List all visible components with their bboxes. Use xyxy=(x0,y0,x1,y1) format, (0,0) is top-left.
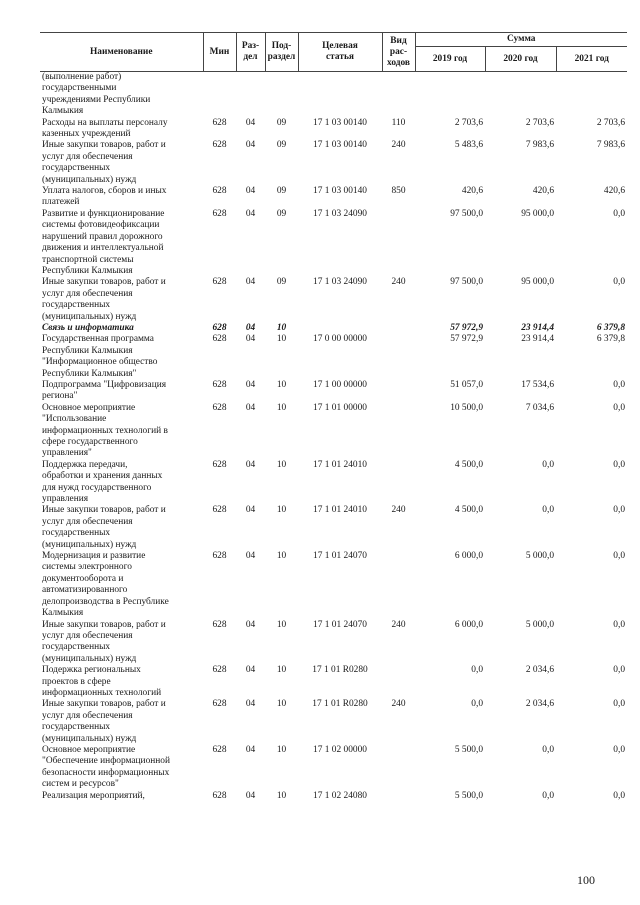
row-podrazdel: 09 xyxy=(276,186,287,197)
row-sum-2019: 57 972,9 xyxy=(450,334,483,345)
row-vid: 240 xyxy=(391,699,406,710)
row-vid xyxy=(382,791,415,802)
table-row xyxy=(40,118,627,141)
row-vid: 240 xyxy=(391,619,406,630)
row-name: Иные закупки товаров, работ и услуг для обеспечения государственных (муниципальных) нужд xyxy=(42,140,166,185)
row-podrazdel: 09 xyxy=(276,277,287,288)
row-vid: 240 xyxy=(391,140,406,151)
table-row xyxy=(40,72,627,118)
row-razdel: 04 xyxy=(245,379,256,390)
col-2021-header: 2021 год xyxy=(556,47,627,72)
row-sum-2020: 420,6 xyxy=(532,186,554,197)
table-row xyxy=(40,403,627,460)
row-sum-2020: 0,0 xyxy=(542,459,554,470)
row-sum-2019: 10 500,0 xyxy=(450,402,483,413)
row-min: 628 xyxy=(212,322,227,333)
row-sum-2019: 5 500,0 xyxy=(454,790,483,801)
row-name: Подержка региональных проектов в сфере информационных технологий xyxy=(42,665,162,698)
row-min: 628 xyxy=(212,277,227,288)
row-min: 628 xyxy=(212,744,227,755)
row-podrazdel: 10 xyxy=(276,402,287,413)
row-name: Основное мероприятие "Обеспечение информационной безопасности информационных систем и ресурсов" xyxy=(42,744,170,790)
row-target: 17 1 01 24070 xyxy=(313,551,367,562)
col-name-header: Наименование xyxy=(40,33,203,72)
row-min: 628 xyxy=(212,551,227,562)
row-vid xyxy=(382,460,415,506)
row-podrazdel: 10 xyxy=(276,699,287,710)
row-sum-2021: 420,6 xyxy=(603,186,626,197)
row-name: Развитие и функционирование системы фотовидеофиксации нарушений правил дорожного движения и интеллектуальной транспортной системы Республики Калмыкия xyxy=(42,208,165,276)
row-sum-2021: 0,0 xyxy=(613,505,626,516)
row-target: 17 1 01 R0280 xyxy=(312,665,368,676)
row-target: 17 1 03 24090 xyxy=(313,277,367,288)
row-sum-2021: 0,0 xyxy=(613,379,626,390)
row-sum-2020: 5 000,0 xyxy=(525,551,554,562)
row-razdel: 04 xyxy=(245,665,256,676)
col-min-header: Мин xyxy=(203,33,236,72)
row-target: 17 1 03 00140 xyxy=(313,186,367,197)
row-sum-2019: 97 500,0 xyxy=(450,208,483,219)
row-podrazdel: 10 xyxy=(276,379,287,390)
row-sum-2021: 0,0 xyxy=(613,208,626,219)
row-sum-2020: 2 034,6 xyxy=(525,665,554,676)
row-name: Связь и информатика xyxy=(42,322,134,333)
row-razdel: 04 xyxy=(245,699,256,710)
row-name: Уплата налогов, сборов и иных платежей xyxy=(42,186,167,208)
row-target: 17 1 03 00140 xyxy=(313,117,367,128)
row-podrazdel: 10 xyxy=(276,790,287,801)
row-razdel: 04 xyxy=(245,790,256,801)
row-sum-2021: 0,0 xyxy=(613,744,626,755)
row-min: 628 xyxy=(212,790,227,801)
col-2019-header: 2019 год xyxy=(415,47,485,72)
row-razdel: 04 xyxy=(245,619,256,630)
row-sum-2019: 4 500,0 xyxy=(454,459,483,470)
row-sum-2020: 7 983,6 xyxy=(525,140,554,151)
table-row xyxy=(40,745,627,791)
table-row xyxy=(40,140,627,186)
row-name: Иные закупки товаров, работ и услуг для обеспечения государственных (муниципальных) нужд xyxy=(42,277,166,322)
row-name: Иные закупки товаров, работ и услуг для обеспечения государственных (муниципальных) нужд xyxy=(42,699,166,744)
row-razdel: 04 xyxy=(245,459,256,470)
row-sum-2021: 0,0 xyxy=(613,459,626,470)
page-number: 100 xyxy=(577,873,595,887)
row-name: (выполнение работ) государственными учреждениями Республики Калмыкия xyxy=(42,72,151,117)
row-podrazdel: 10 xyxy=(276,322,287,333)
row-sum-2021: 0,0 xyxy=(613,551,626,562)
row-target: 17 1 00 00000 xyxy=(313,379,367,390)
row-sum-2021: 0,0 xyxy=(613,619,626,630)
table-row xyxy=(40,209,627,277)
row-name: Иные закупки товаров, работ и услуг для обеспечения государственных (муниципальных) нужд xyxy=(42,505,166,550)
row-name: Расходы на выплаты персоналу казенных учреждений xyxy=(42,117,168,140)
row-sum-2020: 0,0 xyxy=(542,744,554,755)
row-sum-2019 xyxy=(415,72,485,118)
row-razdel: 04 xyxy=(245,322,256,333)
table-row xyxy=(40,505,627,551)
row-sum-2020: 2 034,6 xyxy=(525,699,554,710)
row-podrazdel: 10 xyxy=(276,334,287,345)
row-podrazdel: 09 xyxy=(276,208,287,219)
row-sum-2020: 95 000,0 xyxy=(521,277,554,288)
row-vid xyxy=(382,323,415,334)
row-sum-2020: 95 000,0 xyxy=(521,208,554,219)
row-target: 17 1 01 24010 xyxy=(313,459,367,470)
row-vid: 240 xyxy=(391,277,406,288)
row-target: 17 1 03 00140 xyxy=(313,140,367,151)
table-row xyxy=(40,186,627,209)
row-min: 628 xyxy=(212,619,227,630)
row-podrazdel: 10 xyxy=(276,505,287,516)
row-sum-2019: 420,6 xyxy=(461,186,483,197)
row-sum-2020: 23 914,4 xyxy=(521,334,554,345)
row-podrazdel: 10 xyxy=(276,459,287,470)
row-target: 17 1 01 R0280 xyxy=(312,699,368,710)
row-sum-2019: 6 000,0 xyxy=(454,619,483,630)
row-sum-2019: 0,0 xyxy=(471,699,483,710)
row-name: Модернизация и развитие системы электронного документооборота и автоматизированного делопроизводства в Республике Калмыкия xyxy=(42,551,169,619)
row-vid xyxy=(382,72,415,118)
col-2020-header: 2020 год xyxy=(485,47,556,72)
col-vid-header: Вид рас- ходов xyxy=(382,33,415,72)
row-razdel: 04 xyxy=(245,117,256,128)
row-vid: 850 xyxy=(391,186,406,197)
row-min: 628 xyxy=(212,140,227,151)
row-vid xyxy=(382,209,415,277)
budget-table-page xyxy=(40,32,627,802)
row-razdel: 04 xyxy=(245,208,256,219)
row-sum-2020: 2 703,6 xyxy=(525,117,554,128)
row-vid xyxy=(382,403,415,460)
table-row xyxy=(40,460,627,506)
row-target: 17 1 01 00000 xyxy=(313,402,367,413)
row-sum-2021: 0,0 xyxy=(613,402,626,413)
row-vid xyxy=(382,551,415,619)
table-row xyxy=(40,665,627,699)
table-row xyxy=(40,277,627,323)
row-sum-2020: 17 534,6 xyxy=(521,379,554,390)
row-vid: 240 xyxy=(391,505,406,516)
col-razdel-header: Раз- дел xyxy=(236,33,265,72)
row-sum-2021: 2 703,6 xyxy=(596,117,626,128)
row-min xyxy=(203,72,236,118)
row-target xyxy=(298,72,382,118)
row-sum-2020: 7 034,6 xyxy=(525,402,554,413)
row-sum-2019: 5 500,0 xyxy=(454,744,483,755)
row-razdel: 04 xyxy=(245,186,256,197)
row-min: 628 xyxy=(212,208,227,219)
row-target: 17 1 01 24070 xyxy=(313,619,367,630)
row-podrazdel: 10 xyxy=(276,619,287,630)
table-body xyxy=(40,72,627,803)
row-min: 628 xyxy=(212,117,227,128)
row-podrazdel: 10 xyxy=(276,551,287,562)
row-razdel: 04 xyxy=(245,140,256,151)
table-row xyxy=(40,323,627,334)
row-podrazdel xyxy=(265,72,298,118)
row-sum-2021 xyxy=(556,72,627,118)
row-sum-2019: 4 500,0 xyxy=(454,505,483,516)
row-razdel: 04 xyxy=(245,744,256,755)
row-min: 628 xyxy=(212,402,227,413)
row-min: 628 xyxy=(212,186,227,197)
row-razdel: 04 xyxy=(245,505,256,516)
row-razdel: 04 xyxy=(245,277,256,288)
row-min: 628 xyxy=(212,334,227,345)
row-podrazdel: 10 xyxy=(276,665,287,676)
row-name: Государственная программа Республики Калмыкия "Информационное общество Республики Калмыкия" xyxy=(42,334,158,379)
row-sum-2021: 0,0 xyxy=(613,699,626,710)
row-sum-2020: 5 000,0 xyxy=(525,619,554,630)
row-razdel: 04 xyxy=(245,334,256,345)
row-target: 17 1 01 24010 xyxy=(313,505,367,516)
row-min: 628 xyxy=(212,665,227,676)
row-name: Поддержка передачи, обработки и хранения данных для нужд государственного управления xyxy=(42,459,163,505)
row-sum-2020 xyxy=(485,72,556,118)
row-razdel xyxy=(236,72,265,118)
row-vid xyxy=(382,380,415,403)
row-target: 17 0 00 00000 xyxy=(313,334,367,345)
row-vid xyxy=(382,334,415,380)
row-sum-2019: 6 000,0 xyxy=(454,551,483,562)
row-name: Основное мероприятие "Использование информационных технологий в сфере государственного управления" xyxy=(42,402,168,459)
col-sum-header: Сумма xyxy=(415,33,627,47)
row-min: 628 xyxy=(212,505,227,516)
row-sum-2021: 7 983,6 xyxy=(596,140,626,151)
table-row xyxy=(40,380,627,403)
row-target: 17 1 02 00000 xyxy=(313,744,367,755)
col-target-header: Целевая статья xyxy=(298,33,382,72)
row-sum-2021: 0,0 xyxy=(613,790,626,801)
col-podrazdel-header: Под- раздел xyxy=(265,33,298,72)
row-razdel: 04 xyxy=(245,551,256,562)
row-sum-2020: 23 914,4 xyxy=(521,322,554,333)
budget-table xyxy=(40,32,627,802)
row-razdel: 04 xyxy=(245,402,256,413)
row-sum-2019: 2 703,6 xyxy=(454,117,483,128)
row-sum-2021: 0,0 xyxy=(613,665,626,676)
row-vid: 110 xyxy=(391,117,406,128)
row-podrazdel: 09 xyxy=(276,117,287,128)
row-name: Иные закупки товаров, работ и услуг для обеспечения государственных (муниципальных) нужд xyxy=(42,619,166,664)
row-name: Реализация мероприятий, xyxy=(42,790,145,801)
row-sum-2020: 0,0 xyxy=(542,790,554,801)
row-sum-2019: 0,0 xyxy=(471,665,483,676)
row-sum-2020: 0,0 xyxy=(542,505,554,516)
row-sum-2019: 51 057,0 xyxy=(450,379,483,390)
row-sum-2019: 97 500,0 xyxy=(450,277,483,288)
row-min: 628 xyxy=(212,699,227,710)
row-target xyxy=(298,323,382,334)
row-name: Подпрограмма "Цифровизация региона" xyxy=(42,379,167,402)
table-row xyxy=(40,620,627,666)
row-sum-2019: 5 483,6 xyxy=(454,140,483,151)
row-sum-2021: 6 379,8 xyxy=(596,334,626,345)
row-podrazdel: 10 xyxy=(276,744,287,755)
row-target: 17 1 03 24090 xyxy=(313,208,367,219)
table-row xyxy=(40,334,627,380)
table-row xyxy=(40,699,627,745)
row-vid xyxy=(382,665,415,699)
row-podrazdel: 09 xyxy=(276,140,287,151)
row-sum-2021: 0,0 xyxy=(613,277,626,288)
table-row xyxy=(40,551,627,619)
row-sum-2021: 6 379,8 xyxy=(596,322,626,333)
row-sum-2019: 57 972,9 xyxy=(450,322,483,333)
row-min: 628 xyxy=(212,379,227,390)
row-vid xyxy=(382,745,415,791)
row-min: 628 xyxy=(212,459,227,470)
table-row xyxy=(40,791,627,802)
row-target: 17 1 02 24080 xyxy=(313,790,367,801)
table-header xyxy=(40,33,627,72)
